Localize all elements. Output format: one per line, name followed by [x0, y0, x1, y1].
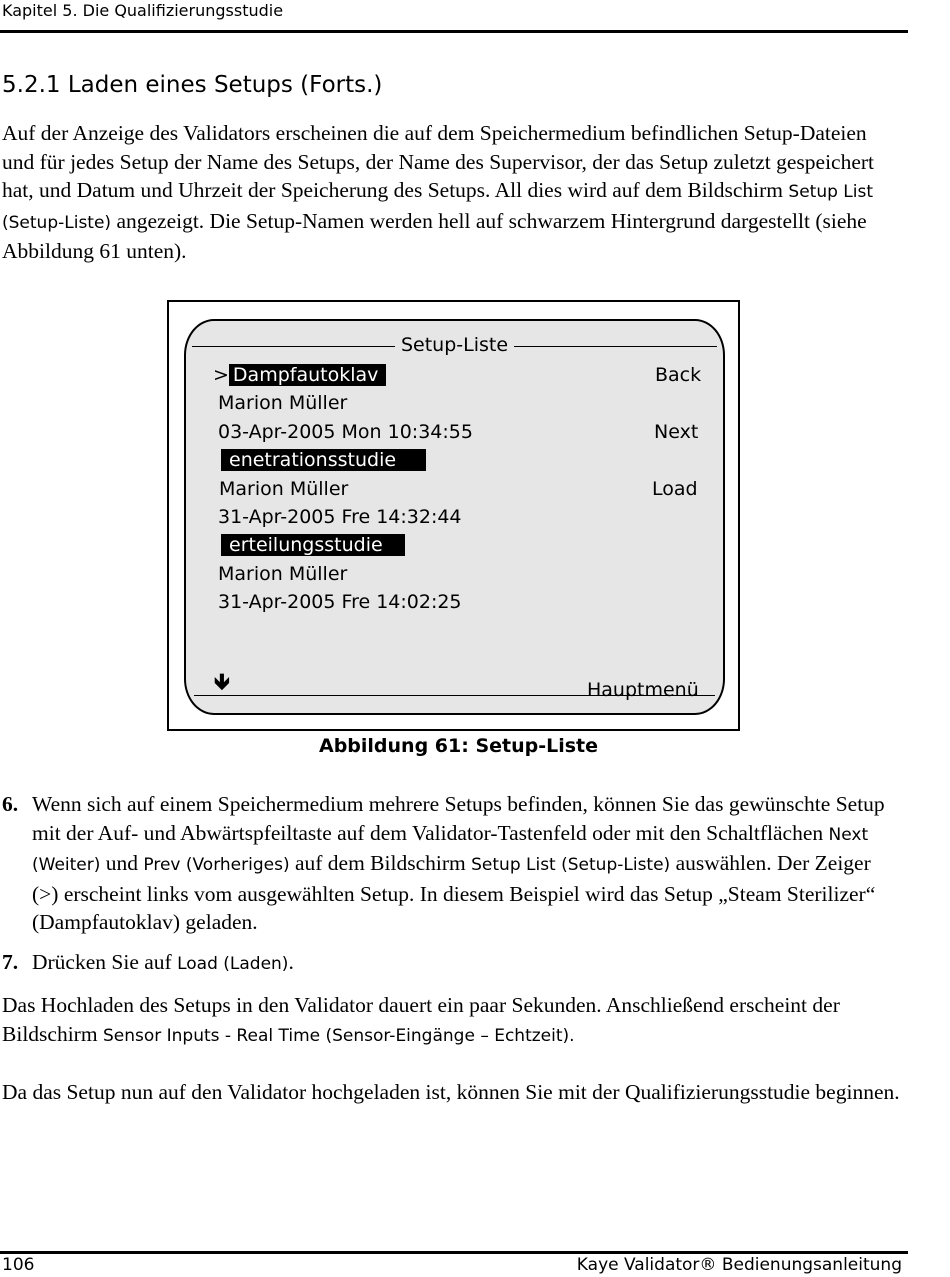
screen-title — [186, 333, 723, 357]
step-text — [32, 790, 902, 937]
upload-paragraph — [2, 991, 902, 1050]
setup-entry-1-name-row[interactable] — [213, 363, 386, 387]
step-6-ui-term-2: Prev (Vorheriges) — [143, 855, 290, 876]
footer-title: Kaye Validator® Bedienungsanleitung — [576, 1255, 902, 1275]
figure-caption: Abbildung 61: Setup-Liste — [318, 735, 599, 757]
setup-entry-3-name-row[interactable] — [221, 533, 405, 557]
step-number: 7. — [2, 950, 19, 974]
step-6-ui-term-1: Next (Weiter) — [32, 824, 869, 876]
setup-saved-timestamp: 31-Apr-2005 Fre 14:02:25 — [218, 591, 462, 613]
intro-paragraph — [2, 119, 902, 266]
down-arrow-icon[interactable]: 🡻 — [214, 670, 230, 695]
intro-text-2: angezeigt. Die Setup-Namen werden hell auf schwarzem Hintergrund dargestellt (siehe Abbildung 61 unten). — [2, 208, 867, 264]
setup-supervisor: Marion Müller — [218, 563, 348, 585]
setup-name[interactable]: enetrationsstudie — [221, 449, 426, 471]
screen-title-text: Setup-Liste — [395, 334, 514, 356]
setup-entry-2-name-row[interactable] — [221, 448, 426, 472]
running-header: Kapitel 5. Die Qualifizierungsstudie — [2, 1, 284, 20]
step-7 — [2, 948, 902, 979]
step-number: 6. — [2, 792, 19, 816]
back-softkey[interactable]: Back — [655, 364, 702, 386]
step-6-text-2: und — [100, 851, 144, 876]
section-heading: 5.2.1 Laden eines Setups (Forts.) — [2, 72, 383, 98]
setup-supervisor: Marion Müller — [219, 478, 349, 500]
step-6-ui-term-3: Setup List (Setup-Liste) — [471, 855, 671, 876]
selection-pointer: > — [213, 364, 229, 386]
figure-frame — [167, 300, 740, 731]
intro-ui-term: Setup List (Setup-Liste) — [2, 182, 874, 233]
header-rule — [0, 30, 908, 33]
setup-name[interactable]: Dampfautoklav — [229, 364, 386, 386]
setup-saved-timestamp: 31-Apr-2005 Fre 14:32:44 — [218, 506, 462, 528]
step-6-text-4: auswählen. Der Zeiger (>) erscheint links vom ausgewählten Setup. In diesem Beispiel wird das Setup „Steam Sterilizer“ (Dampfautoklav) geladen. — [32, 851, 876, 935]
step-7-text-1: Drücken Sie auf — [32, 950, 178, 974]
step-text — [32, 948, 902, 979]
step-7-text-2: . — [288, 950, 294, 974]
page-number: 106 — [2, 1255, 35, 1275]
main-menu-softkey[interactable]: Hauptmenü — [587, 679, 699, 701]
validator-screen — [184, 319, 725, 715]
step-6 — [2, 790, 902, 937]
begin-paragraph: Da das Setup nun auf den Validator hochgeladen ist, können Sie mit der Qualifizierungsstudie beginnen. — [2, 1080, 900, 1104]
next-softkey[interactable]: Next — [654, 421, 699, 443]
setup-saved-timestamp: 03-Apr-2005 Mon 10:34:55 — [218, 421, 473, 443]
upload-text-1: Das Hochladen des Setups in den Validator dauert ein paar Sekunden. Anschließend erscheint der Bildschirm — [2, 993, 840, 1046]
intro-text-1: Auf der Anzeige des Validators erscheinen die auf dem Speichermedium befindlichen Setup-Dateien und für jedes Setup der Name des Setups, der Name des Supervisor, der das Setup zuletzt gespeichert hat, und Datum und Uhrzeit der Speicherung des Setups. All dies wird auf dem Bildschirm — [2, 121, 875, 203]
step-7-ui-term-1: Load (Laden) — [177, 954, 289, 974]
load-softkey[interactable]: Load — [652, 478, 698, 500]
step-6-text-3: auf dem Bildschirm — [289, 851, 472, 876]
step-6-text-1: Wenn sich auf einem Speichermedium mehrere Setups befinden, können Sie das gewünschte Setup mit der Auf- und Abwärtspfeiltaste auf dem Validator-Tastenfeld oder mit den Schaltflächen — [32, 792, 885, 845]
upload-ui-term: Sensor Inputs - Real Time (Sensor-Eingänge – Echtzeit). — [102, 1025, 575, 1046]
setup-name[interactable]: erteilungsstudie — [221, 534, 405, 556]
setup-supervisor: Marion Müller — [218, 392, 348, 414]
